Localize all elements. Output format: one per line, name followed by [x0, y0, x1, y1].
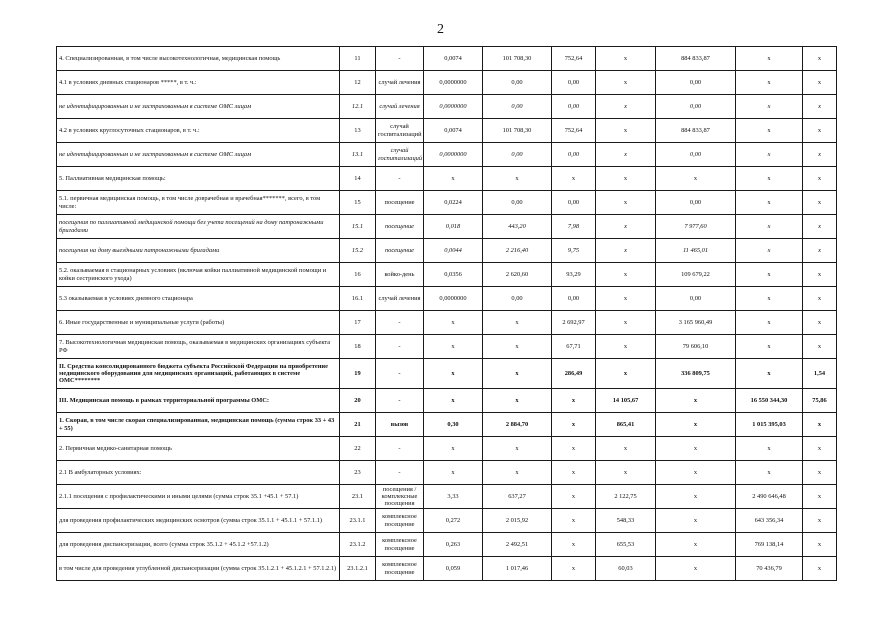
cell-code: 15.2	[340, 239, 376, 263]
cell-code: 16	[340, 263, 376, 287]
cell-pc1: x	[552, 485, 596, 509]
cell-pc1: x	[552, 461, 596, 485]
cell-s3: x	[803, 509, 837, 533]
table-row	[57, 215, 837, 239]
cell-unit: -	[376, 389, 424, 413]
cell-code: 23.1.1	[340, 509, 376, 533]
cell-name: в том числе для проведения углубленной диспансеризации (сумма строк 35.1.2.1 + 45.1.2.1 + 57.1.2.1)	[57, 557, 340, 581]
cell-s3: x	[803, 143, 837, 167]
cell-name: не идентифицированным и не застрахованным в системе ОМС лицам	[57, 143, 340, 167]
cell-code: 16.1	[340, 287, 376, 311]
cell-s2: x	[736, 311, 803, 335]
cell-code: 19	[340, 359, 376, 389]
cell-unit: -	[376, 167, 424, 191]
cell-s1: 0,00	[656, 287, 736, 311]
cell-s3: x	[803, 239, 837, 263]
cell-s3: x	[803, 533, 837, 557]
cell-s1: x	[656, 557, 736, 581]
cell-unit: комплексное посещение	[376, 557, 424, 581]
cell-pc1: x	[552, 533, 596, 557]
table-row	[57, 95, 837, 119]
cell-s2: x	[736, 437, 803, 461]
cell-s1: 7 977,60	[656, 215, 736, 239]
cell-s3: x	[803, 167, 837, 191]
cell-cost: x	[483, 311, 552, 335]
cell-cost: 0,00	[483, 191, 552, 215]
table-row	[57, 413, 837, 437]
cell-unit: -	[376, 437, 424, 461]
cell-pc1: 0,00	[552, 143, 596, 167]
cell-unit: -	[376, 311, 424, 335]
cell-s3: x	[803, 461, 837, 485]
cell-s3: x	[803, 95, 837, 119]
cell-unit: посещение	[376, 239, 424, 263]
cell-s1: x	[656, 461, 736, 485]
cell-pc2: x	[596, 191, 656, 215]
cell-pc1: x	[552, 389, 596, 413]
cell-vol: x	[424, 167, 483, 191]
cell-pc2: x	[596, 167, 656, 191]
cell-name: 5.1. первичная медицинская помощь, в том числе доврачебная и врачебная*******, всего, в том числе:	[57, 191, 340, 215]
cell-name: посещения на дому выездными патронажными бригадами	[57, 239, 340, 263]
cell-name: 4.1 в условиях дневных стационаров *****, в т. ч.:	[57, 71, 340, 95]
cell-s3: x	[803, 335, 837, 359]
cell-s1: 0,00	[656, 191, 736, 215]
cell-s3: x	[803, 47, 837, 71]
cell-s1: x	[656, 485, 736, 509]
cell-s1: x	[656, 413, 736, 437]
cell-unit: посещения / комплексные посещения	[376, 485, 424, 509]
cell-cost: x	[483, 167, 552, 191]
cell-s1: 336 809,75	[656, 359, 736, 389]
cell-cost: 2 216,40	[483, 239, 552, 263]
table-row	[57, 119, 837, 143]
table-row	[57, 263, 837, 287]
cell-unit: случай госпитализаций	[376, 143, 424, 167]
cell-cost: 2 884,70	[483, 413, 552, 437]
cell-pc1: 93,29	[552, 263, 596, 287]
cell-name: 7. Высокотехнологичная медицинская помощь, оказываемая в медицинских организациях субъекта РФ	[57, 335, 340, 359]
table-body	[57, 47, 837, 581]
cell-pc2: x	[596, 461, 656, 485]
cell-code: 18	[340, 335, 376, 359]
cell-pc2: 60,03	[596, 557, 656, 581]
table-row	[57, 389, 837, 413]
cell-name: 2.1 В амбулаторных условиях:	[57, 461, 340, 485]
cell-cost: x	[483, 389, 552, 413]
cell-name: III. Медицинская помощь в рамках территориальной программы ОМС:	[57, 389, 340, 413]
table-row	[57, 287, 837, 311]
cell-pc2: x	[596, 143, 656, 167]
table-row	[57, 485, 837, 509]
cell-vol: 0,30	[424, 413, 483, 437]
cell-s2: x	[736, 335, 803, 359]
cell-pc1: 9,75	[552, 239, 596, 263]
cell-vol: 0,0074	[424, 47, 483, 71]
cell-cost: 637,27	[483, 485, 552, 509]
cell-name: 4.2 в условиях круглосуточных стационаров, в т. ч.:	[57, 119, 340, 143]
cell-s2: 2 490 646,48	[736, 485, 803, 509]
cell-code: 23.1.2.1	[340, 557, 376, 581]
cell-s2: x	[736, 287, 803, 311]
cell-code: 20	[340, 389, 376, 413]
cell-pc2: 655,53	[596, 533, 656, 557]
cell-s2: 769 138,14	[736, 533, 803, 557]
cell-pc1: x	[552, 509, 596, 533]
cell-s3: x	[803, 71, 837, 95]
table-row	[57, 143, 837, 167]
table-row	[57, 557, 837, 581]
cell-code: 23	[340, 461, 376, 485]
cell-cost: 2 015,92	[483, 509, 552, 533]
cell-name: 1. Скорая, в том числе скорая специализированная, медицинская помощь (сумма строк 33 + 43 + 55)	[57, 413, 340, 437]
cell-name: 4. Специализированная, в том числе высокотехнологичная, медицинская помощь	[57, 47, 340, 71]
table-row	[57, 509, 837, 533]
cell-cost: 0,00	[483, 71, 552, 95]
cell-pc2: x	[596, 71, 656, 95]
cell-s2: 70 436,79	[736, 557, 803, 581]
table-row	[57, 311, 837, 335]
cell-code: 17	[340, 311, 376, 335]
cell-cost: x	[483, 335, 552, 359]
cell-pc2: 865,41	[596, 413, 656, 437]
cell-unit: случай лечения	[376, 95, 424, 119]
cell-vol: 0,0000000	[424, 95, 483, 119]
cell-vol: x	[424, 359, 483, 389]
cell-code: 12	[340, 71, 376, 95]
cell-pc1: 67,71	[552, 335, 596, 359]
cell-s3: x	[803, 263, 837, 287]
cell-cost: 443,20	[483, 215, 552, 239]
cell-code: 23.1	[340, 485, 376, 509]
cell-pc2: x	[596, 263, 656, 287]
cell-pc2: x	[596, 95, 656, 119]
cell-s1: 11 465,01	[656, 239, 736, 263]
cell-s2: 643 356,34	[736, 509, 803, 533]
cell-vol: 0,0044	[424, 239, 483, 263]
table-row	[57, 191, 837, 215]
cell-s3: x	[803, 119, 837, 143]
cell-code: 11	[340, 47, 376, 71]
cell-s1: 0,00	[656, 71, 736, 95]
cell-unit: комплексное посещение	[376, 509, 424, 533]
cell-cost: x	[483, 461, 552, 485]
cell-unit: случай лечения	[376, 287, 424, 311]
cell-s1: 3 165 960,49	[656, 311, 736, 335]
cell-pc2: 14 105,67	[596, 389, 656, 413]
cell-vol: 0,0224	[424, 191, 483, 215]
cell-name: II. Средства консолидированного бюджета субъекта Российской Федерации на приобретение медицинского оборудования для медицинских организаций, работающих в системе ОМС********	[57, 359, 340, 389]
cell-code: 13	[340, 119, 376, 143]
cell-s1: 884 833,87	[656, 47, 736, 71]
cell-s1: x	[656, 167, 736, 191]
cell-vol: x	[424, 461, 483, 485]
cell-s1: x	[656, 389, 736, 413]
cell-cost: x	[483, 437, 552, 461]
cell-pc1: 0,00	[552, 287, 596, 311]
cell-name: 5.3 оказываемая в условиях дневного стационара	[57, 287, 340, 311]
cell-vol: 3,33	[424, 485, 483, 509]
cell-unit: -	[376, 461, 424, 485]
cell-unit: вызов	[376, 413, 424, 437]
table-row	[57, 533, 837, 557]
cell-cost: 0,00	[483, 287, 552, 311]
cell-vol: 0,263	[424, 533, 483, 557]
cell-s2: x	[736, 461, 803, 485]
cell-pc2: x	[596, 239, 656, 263]
cell-name: 2.1.1 посещения с профилактическими и иными целями (сумма строк 35.1 +45.1 + 57.1)	[57, 485, 340, 509]
cell-pc1: x	[552, 413, 596, 437]
cell-pc2: x	[596, 311, 656, 335]
cell-pc1: 2 692,97	[552, 311, 596, 335]
cell-name: 2. Первичная медико-санитарная помощь	[57, 437, 340, 461]
cell-pc1: x	[552, 557, 596, 581]
cell-unit: комплексное посещение	[376, 533, 424, 557]
cell-pc2: x	[596, 335, 656, 359]
cell-vol: 0,0356	[424, 263, 483, 287]
cell-code: 23.1.2	[340, 533, 376, 557]
cell-cost: 2 620,60	[483, 263, 552, 287]
cell-unit: -	[376, 359, 424, 389]
cell-name: для проведения диспансеризации, всего (сумма строк 35.1.2 + 45.1.2 +57.1.2)	[57, 533, 340, 557]
cell-vol: 0,018	[424, 215, 483, 239]
cell-vol: x	[424, 335, 483, 359]
cell-s2: x	[736, 119, 803, 143]
cell-name: посещения по паллиативной медицинской помощи без учета посещений на дому патронажными бригадами	[57, 215, 340, 239]
cell-cost: x	[483, 359, 552, 389]
cell-unit: койко-день	[376, 263, 424, 287]
cell-unit: случай госпитализаций	[376, 119, 424, 143]
cell-vol: 0,0000000	[424, 287, 483, 311]
cell-cost: 2 492,51	[483, 533, 552, 557]
cell-pc2: 548,33	[596, 509, 656, 533]
table-row	[57, 167, 837, 191]
cell-s3: x	[803, 215, 837, 239]
cell-name: 5. Паллиативная медицинская помощь:	[57, 167, 340, 191]
cell-pc1: 0,00	[552, 71, 596, 95]
cell-pc2: x	[596, 47, 656, 71]
cell-pct: 1,54	[803, 359, 837, 389]
table-row	[57, 239, 837, 263]
cell-s2: x	[736, 143, 803, 167]
cell-s2: x	[736, 215, 803, 239]
table-row	[57, 437, 837, 461]
cell-vol: x	[424, 311, 483, 335]
cell-s1: 0,00	[656, 143, 736, 167]
cell-vol: 0,272	[424, 509, 483, 533]
cell-pc1: 0,00	[552, 95, 596, 119]
cell-s3: x	[803, 485, 837, 509]
cell-vol: x	[424, 437, 483, 461]
cell-name: не идентифицированным и не застрахованным в системе ОМС лицам	[57, 95, 340, 119]
cell-code: 21	[340, 413, 376, 437]
cell-s2: x	[736, 71, 803, 95]
cell-pc2: 2 122,75	[596, 485, 656, 509]
cell-code: 15.1	[340, 215, 376, 239]
cell-s3: x	[803, 557, 837, 581]
cell-vol: 0,0000000	[424, 71, 483, 95]
cell-cost: 101 708,30	[483, 47, 552, 71]
cell-vol: 0,059	[424, 557, 483, 581]
cell-unit: посещение	[376, 191, 424, 215]
cell-unit: посещение	[376, 215, 424, 239]
cell-s3: x	[803, 191, 837, 215]
cell-unit: -	[376, 47, 424, 71]
cell-cost: 0,00	[483, 143, 552, 167]
cell-s2: x	[736, 47, 803, 71]
cell-s2: x	[736, 263, 803, 287]
cell-code: 14	[340, 167, 376, 191]
table-row	[57, 359, 837, 389]
cell-pc2: x	[596, 215, 656, 239]
cell-vol: 0,0074	[424, 119, 483, 143]
cell-pc2: x	[596, 287, 656, 311]
cell-unit: -	[376, 335, 424, 359]
cell-vol: x	[424, 389, 483, 413]
cell-name: 5.2. оказываемая в стационарных условиях (включая койки паллиативной медицинской помощи и койки сестринского ухода)	[57, 263, 340, 287]
table-row	[57, 71, 837, 95]
cell-s3: x	[803, 437, 837, 461]
cell-code: 12.1	[340, 95, 376, 119]
cell-name: 6. Иные государственные и муниципальные услуги (работы)	[57, 311, 340, 335]
cell-s3: x	[803, 311, 837, 335]
cell-code: 22	[340, 437, 376, 461]
cell-s1: x	[656, 533, 736, 557]
cell-pc2: x	[596, 359, 656, 389]
cell-s1: x	[656, 437, 736, 461]
table-row	[57, 335, 837, 359]
cell-s3: x	[803, 413, 837, 437]
cell-pc1: 752,64	[552, 119, 596, 143]
cell-s2: x	[736, 191, 803, 215]
cell-pc1: 0,00	[552, 191, 596, 215]
cell-s2: 1 015 395,03	[736, 413, 803, 437]
cell-s2: 16 550 344,30	[736, 389, 803, 413]
cell-cost: 0,00	[483, 95, 552, 119]
cell-s1: x	[656, 509, 736, 533]
cell-pc2: x	[596, 437, 656, 461]
cell-pc1: 286,49	[552, 359, 596, 389]
cell-s3: x	[803, 287, 837, 311]
cell-s2: x	[736, 359, 803, 389]
cell-pc1: 752,64	[552, 47, 596, 71]
program-funding-table	[56, 46, 837, 581]
cell-s1: 884 833,87	[656, 119, 736, 143]
cell-s3: 75,86	[803, 389, 837, 413]
cell-s2: x	[736, 167, 803, 191]
table-row	[57, 47, 837, 71]
cell-cost: 101 708,30	[483, 119, 552, 143]
cell-pc1: 7,98	[552, 215, 596, 239]
cell-name: для проведения профилактических медицинских осмотров (сумма строк 35.1.1 + 45.1.1 + 57.1.1)	[57, 509, 340, 533]
cell-code: 13.1	[340, 143, 376, 167]
cell-s1: 0,00	[656, 95, 736, 119]
cell-s2: x	[736, 95, 803, 119]
cell-unit: случай лечения	[376, 71, 424, 95]
page-number: 2	[437, 22, 444, 37]
cell-vol: 0,0000000	[424, 143, 483, 167]
cell-s1: 109 679,22	[656, 263, 736, 287]
cell-s2: x	[736, 239, 803, 263]
table-row	[57, 461, 837, 485]
cell-pc2: x	[596, 119, 656, 143]
cell-pc1: x	[552, 167, 596, 191]
cell-s1: 79 606,10	[656, 335, 736, 359]
cell-pc1: x	[552, 437, 596, 461]
cell-cost: 1 017,46	[483, 557, 552, 581]
cell-code: 15	[340, 191, 376, 215]
